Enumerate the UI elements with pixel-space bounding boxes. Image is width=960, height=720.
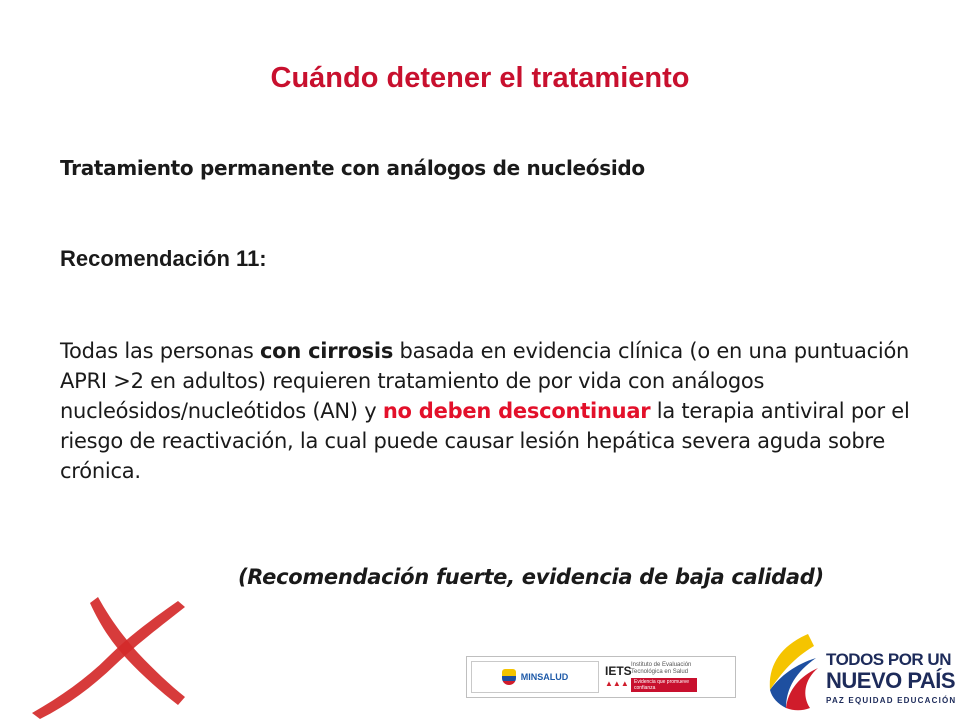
gov-logo-line-3: PAZ EQUIDAD EDUCACIÓN: [826, 696, 957, 705]
body-text-1: Todas las personas: [60, 339, 260, 363]
iets-mark-text: IETS: [605, 663, 632, 678]
red-x-cross-icon: [20, 585, 200, 720]
body-text-3: la terapia antiviral por el riesgo de reactivación, la cual puede causar lesión hepática severa aguda sobre crónica.: [60, 399, 910, 483]
colombia-shield-icon: [502, 669, 516, 685]
minsalud-logo: [471, 661, 599, 693]
slide-subtitle: Tratamiento permanente con análogos de nucleósido: [60, 156, 645, 180]
recommendation-body: [60, 336, 910, 486]
body-red-warning: no deben descontinuar: [382, 399, 651, 423]
recommendation-strength-note: (Recomendación fuerte, evidencia de baja calidad): [238, 565, 824, 589]
colombia-flag-swoosh-icon: [760, 632, 820, 712]
institutional-logos-box: [466, 656, 736, 698]
gov-logo-line-1: TODOS POR UN: [826, 650, 951, 669]
iets-logo: [605, 661, 731, 693]
todos-por-un-nuevo-pais-logo: [760, 632, 955, 712]
iets-mark: IETS ▲▲▲: [605, 663, 632, 688]
iets-tagline: Evidencia que promueve confianza: [631, 678, 697, 692]
recommendation-label: Recomendación 11:: [60, 246, 267, 271]
gov-logo-line-2: NUEVO PAÍS: [826, 668, 956, 693]
minsalud-label: MINSALUD: [520, 672, 569, 682]
body-bold-cirrosis: con cirrosis: [259, 339, 394, 363]
slide-title: Cuándo detener el tratamiento: [270, 62, 690, 94]
body-text-2: basada en evidencia clínica (o en una puntuación APRI >2 en adultos) requieren tratamiento de por vida con análogos nucleósidos/nucleótidos (AN) y: [60, 339, 910, 423]
iets-name: Instituto de Evaluación Tecnológica en Salud: [631, 662, 692, 675]
